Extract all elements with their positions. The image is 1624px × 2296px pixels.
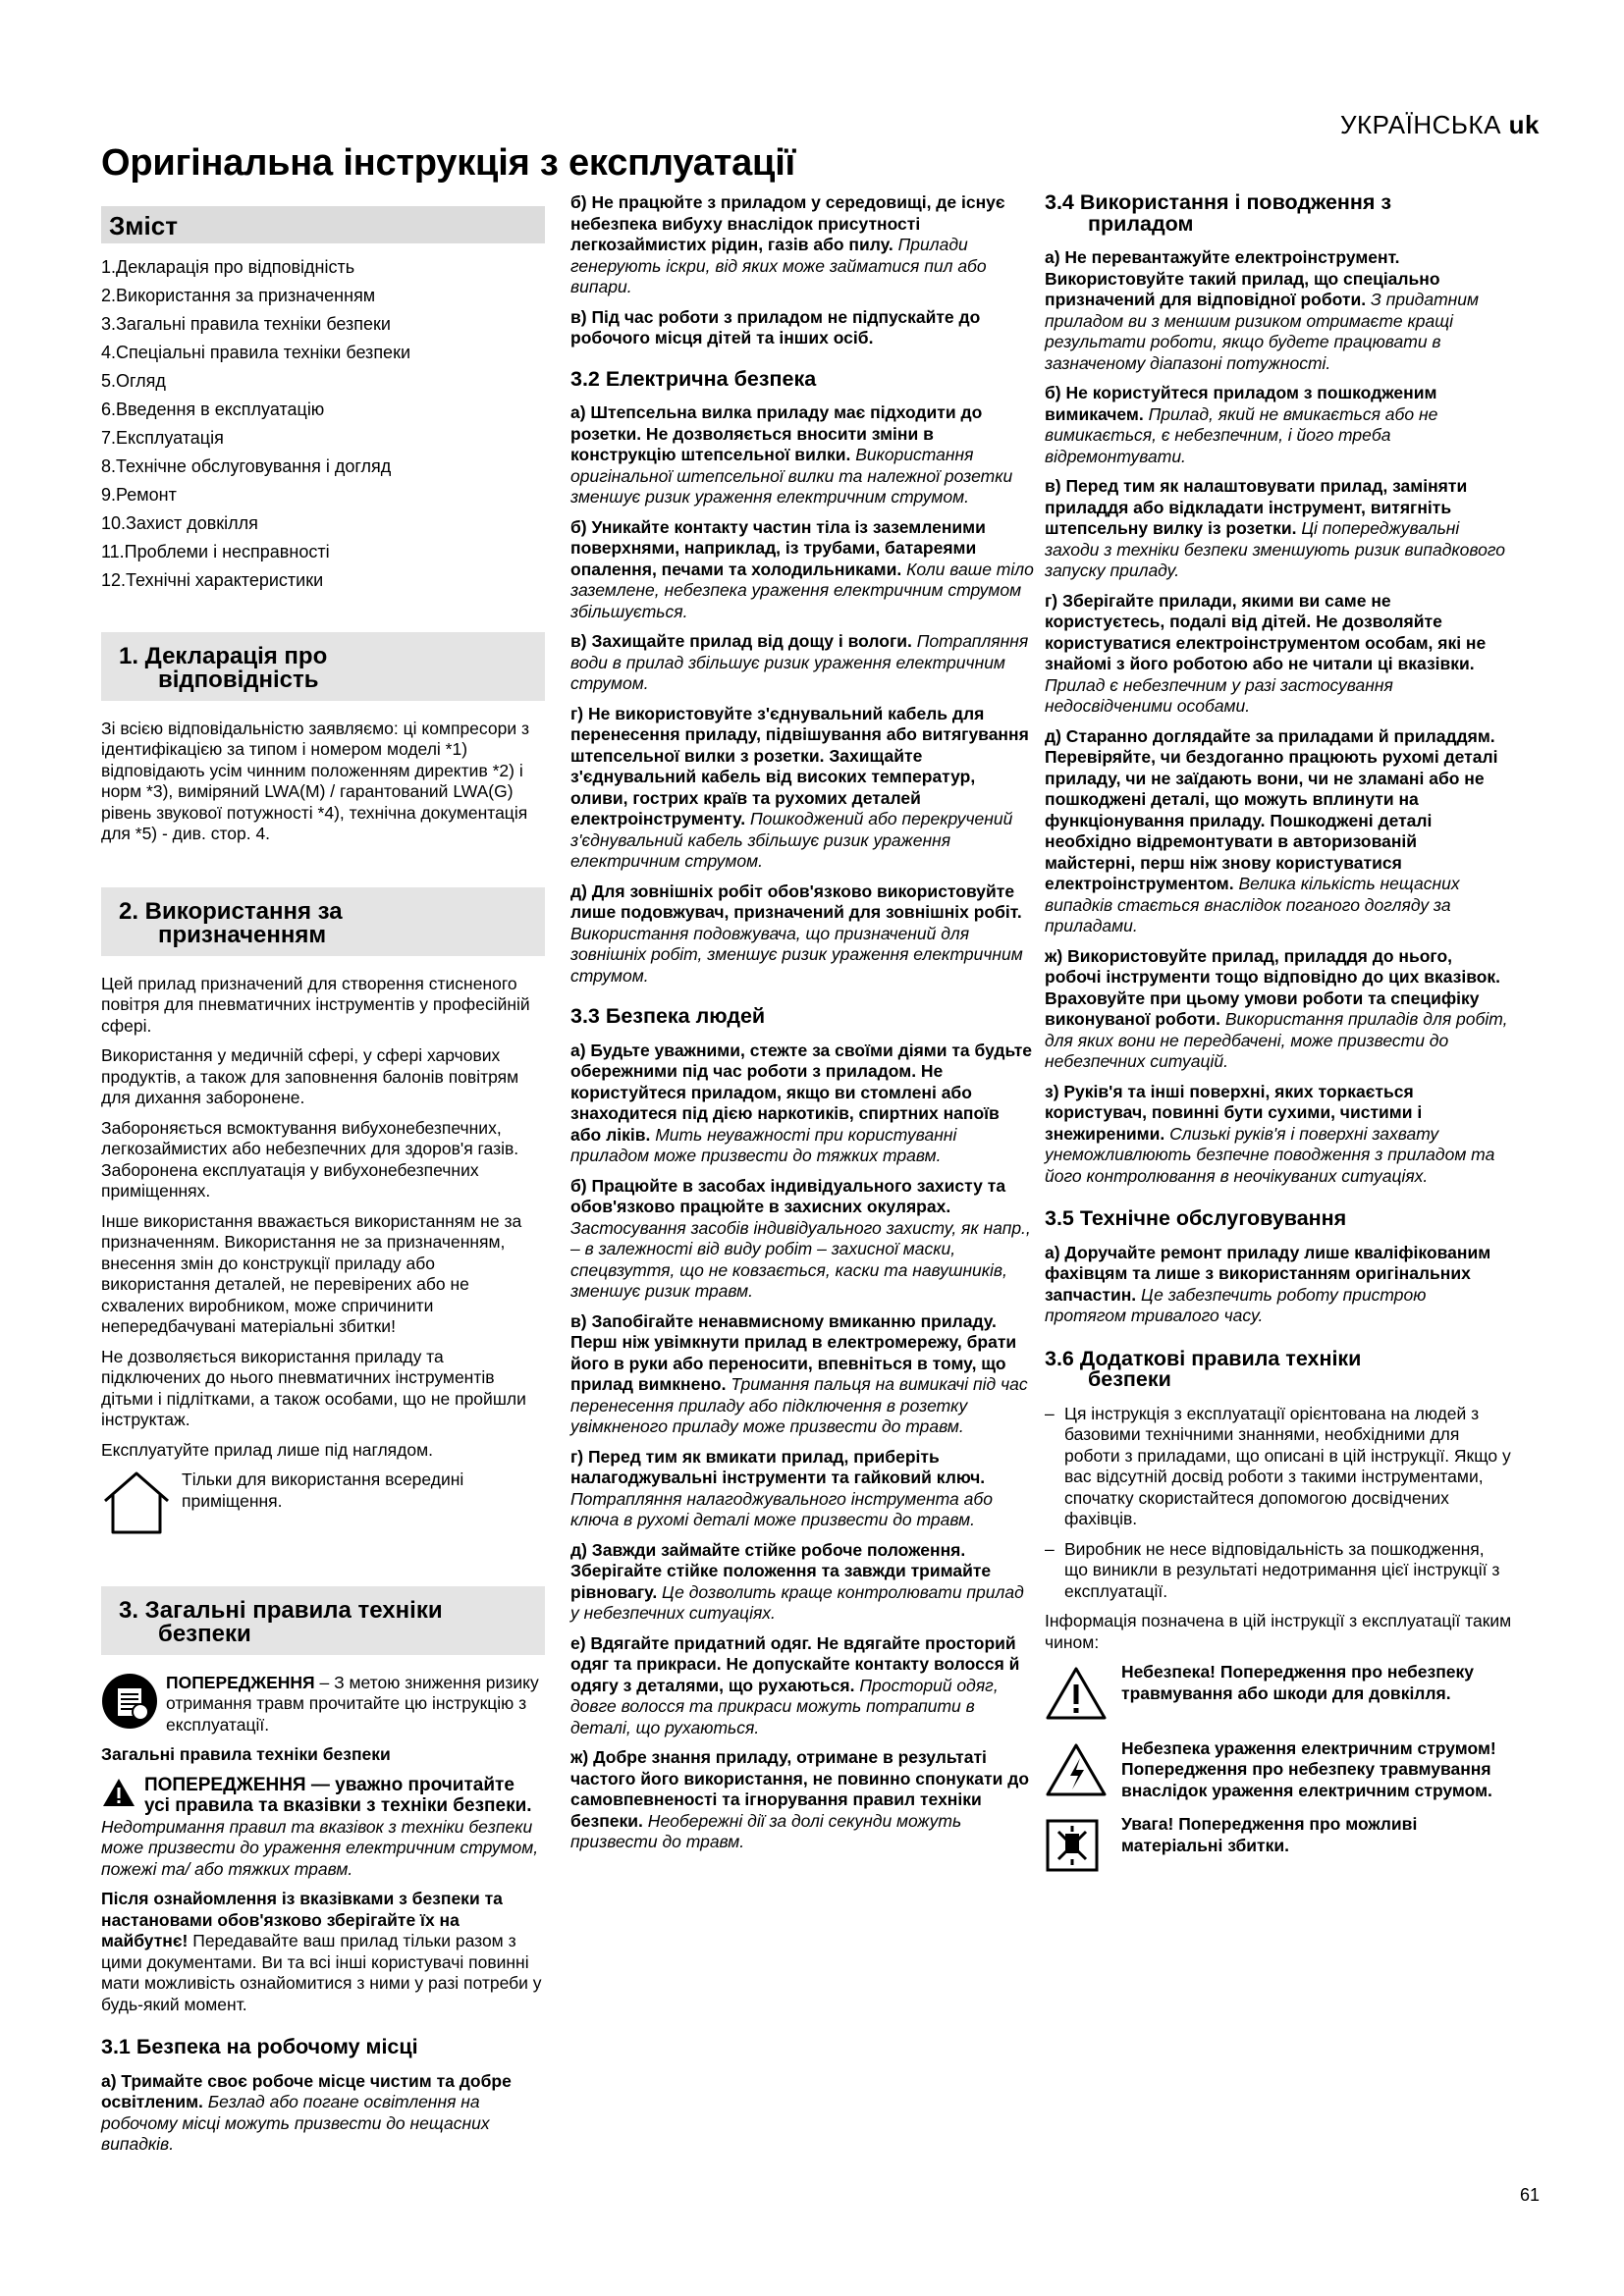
toc-item[interactable]: 7.Експлуатація xyxy=(101,427,224,448)
paragraph: Цей прилад призначений для створення стисненого повітря для пневматичних інструментів у професійній сфері. xyxy=(101,973,530,1036)
toc-item[interactable]: 11.Проблеми і несправності xyxy=(101,541,330,561)
warning-read-all xyxy=(101,1775,545,1881)
rule-bold: в) Захищайте прилад від дощу і вологи. xyxy=(570,631,912,651)
heading-line: безпеки xyxy=(1088,1367,1171,1391)
toc-item[interactable]: 1.Декларація про відповідність xyxy=(101,256,355,277)
list-item-text: Виробник не несе відповідальність за пошкодження, що виникли в результаті недотримання цієї інструкції з експлуатації. xyxy=(1064,1538,1500,1601)
rule-item xyxy=(570,517,1034,623)
rule-italic: З придатним приладом ви з меншим ризиком отримаєте кращі результати роботи, якщо будете працювати в зазначеному діапазоні потужності. xyxy=(1045,290,1480,373)
toc-list xyxy=(101,257,545,599)
heading-line: 3. Загальні правила техніки xyxy=(119,1596,443,1624)
rule-item xyxy=(1045,946,1512,1073)
subsection-3-5-heading: 3.5 Технічне обслуговування xyxy=(1045,1206,1347,1230)
rule-italic: Використання оригінальної штепсельної вилки та належної розетки зменшує ризик ураження електричним струмом. xyxy=(570,445,1013,507)
rule-bold: а) Не перевантажуйте електроінструмент. Використовуйте такий прилад, що спеціально призначений для відповідної роботи. xyxy=(1045,247,1440,309)
rule-italic: Це забезпечить роботу пристрою протягом тривалого часу. xyxy=(1045,1284,1427,1325)
rule-italic: Безлад або погане освітлення на робочому місці можуть призвести до нещасних випадків. xyxy=(101,2092,490,2154)
rule-item xyxy=(1045,383,1512,467)
rule-italic: Тримання пальця на вимикачі під час перенесення приладу або підключення в розетку увімкненого приладу може призвести до травм. xyxy=(570,1374,1028,1436)
section-1-heading xyxy=(101,632,545,701)
paragraph: Експлуатуйте прилад лише під наглядом. xyxy=(101,1439,433,1460)
legend-text: Увага! Попередження про можливі матеріальні збитки. xyxy=(1121,1814,1418,1855)
rule-italic: Прилад є небезпечним у разі застосування недосвідченими особами. xyxy=(1045,674,1393,716)
info-text: Інформація позначена в цій інструкції з експлуатації таким чином: xyxy=(1045,1611,1512,1652)
warning-triangle-icon xyxy=(101,1777,136,1814)
toc-item[interactable]: 12.Технічні характеристики xyxy=(101,569,324,590)
column-1 xyxy=(101,192,545,2164)
rule-item xyxy=(1045,1243,1512,1327)
rule-bold: г) Не використовуйте з'єднувальний кабель для перенесення приладу, підвішування або витягування штепсельної вилки з розетки. Захищайте з'єднувальний кабель від високих температур, оливи, гострих країв та рухомих деталей електроінструменту. xyxy=(570,703,1029,828)
electric-shock-icon xyxy=(1045,1738,1121,1803)
rule-bold: г) Зберігайте прилади, якими ви саме не користуєтесь, подалі від дітей. Не дозволяйте користуватися електроінструментом особам, які не знайомі з його роботою або не читали ці вказівки. xyxy=(1045,590,1487,673)
warning-italic-text: Недотримання правил та вказівок з техніки безпеки може призвести до ураження електричним струмом, пожежі та/ або тяжких травм. xyxy=(101,1816,539,1879)
legend-text: Небезпека! Попередження про небезпеку травмування або шкоди для довкілля. xyxy=(1121,1662,1475,1703)
rule-italic: Застосування засобів індивідуального захисту, як напр., – в залежності від виду робіт – захисної маски, спецвзуття, що не ковзається, каски та навушників, зменшує ризик травм. xyxy=(570,1217,1031,1301)
rule-italic: Необережні дії за долі секунди можуть призвести до травм. xyxy=(570,1810,962,1851)
toc-item[interactable]: 2.Використання за призначенням xyxy=(101,285,376,305)
heading-line: приладом xyxy=(1088,211,1194,236)
rule-italic: Використання приладів для робіт, для яких вони не передбачені, може призвести до небезпечних ситуацій. xyxy=(1045,1009,1508,1071)
rule-item xyxy=(1045,247,1512,374)
list-item: – Виробник не несе відповідальність за пошкодження, що виникли в результаті недотримання цієї інструкції з експлуатації. xyxy=(1045,1539,1512,1603)
rule-item xyxy=(570,1747,1034,1853)
rule-italic: Пошкоджений або перекручений з'єднувальний кабель збільшує ризик ураження електричним струмом. xyxy=(570,809,1013,871)
paragraph xyxy=(101,1889,545,2015)
column-3 xyxy=(1045,192,1512,1891)
language-code: uk xyxy=(1508,110,1540,139)
legend-danger xyxy=(1045,1662,1512,1727)
rule-italic: Прилади генерують іскри, від яких може займатися пил або випари. xyxy=(570,235,987,296)
heading-line: 1. Декларація про xyxy=(119,642,328,669)
warning-bold-text: ПОПЕРЕДЖЕННЯ — уважно прочитайте усі правила та вказівки з техніки безпеки. xyxy=(144,1774,532,1816)
rule-bold: д) Завжди займайте стійке робоче положення. Зберігайте стійке положення та завжди тримайте рівновагу. xyxy=(570,1539,992,1602)
rule-italic: Велика кількість нещасних випадків стається внаслідок поганого догляду за приладами. xyxy=(1045,874,1460,935)
rule-italic: Прилад, який не вмикається або не вимикається, є небезпечним, і його треба відремонтувати. xyxy=(1045,403,1438,466)
paragraph: Інше використання вважається використанням не за призначенням. Використання не за призначенням, внесення змін до конструкції приладу або використання деталей, не перевірених або не схвалених виробником, може спричинити непередбачувані матеріальні збитки! xyxy=(101,1210,522,1336)
house-icon xyxy=(101,1469,182,1542)
subsection-3-4-heading xyxy=(1045,192,1512,235)
rule-item xyxy=(570,704,1034,873)
rule-bold: в) Перед тим як налаштовувати прилад, заміняти приладдя або відкладати інструмент, витягніть штепсельну вилку із розетки. xyxy=(1045,476,1468,538)
rule-bold: а) Штепсельна вилка приладу має підходити до розетки. Не дозволяється вносити зміни в конструкцію штепсельної вилки. xyxy=(570,402,983,464)
heading-line: 3.6 Додаткові правила техніки xyxy=(1045,1346,1362,1370)
rule-bold: ж) Добре знання приладу, отримане в результаті частого його використання, не повинно спонукати до самовпевненості та ігнорування правил техніки безпеки. xyxy=(570,1747,1030,1831)
language-label xyxy=(1340,110,1540,140)
subsection-3-2-heading: 3.2 Електрична безпека xyxy=(570,366,817,391)
language-name: УКРАЇНСЬКА xyxy=(1339,110,1501,139)
rule-italic: Просторий одяг, довге волосся та прикраси можуть потрапити в деталі, що рухаються. xyxy=(570,1675,999,1737)
toc-heading: Зміст xyxy=(101,206,545,243)
rule-item xyxy=(570,307,1034,349)
rule-bold: в) Під час роботи з приладом не підпускайте до робочого місця дітей та інших осіб. xyxy=(570,306,981,347)
rule-italic: Використання подовжувача, що призначений для зовнішніх робіт, зменшує ризик ураження електричним струмом. xyxy=(570,923,1023,986)
rule-item xyxy=(570,402,1034,508)
rule-item xyxy=(570,631,1034,695)
damage-warning-icon xyxy=(1045,1814,1121,1879)
rule-item xyxy=(570,1041,1034,1167)
declaration-text: Зі всією відповідальністю заявляємо: ці компресори з ідентифікацією за типом і номером моделі *1) відповідають усім чинним положенням директив *2) і норм *3), виміряний LWA(M) / гарантований LWA(G) рівень звукової потужності *4), технічна документація для *5) - див. стор. 4. xyxy=(101,718,529,843)
toc-item[interactable]: 8.Технічне обслуговування і догляд xyxy=(101,455,392,476)
subsection-3-6-heading xyxy=(1045,1346,1512,1391)
rule-bold: а) Будьте уважними, стежте за своїми діями та будьте обережними під час роботи з приладом. Не користуйтеся приладом, якщо ви стомлені або знаходитеся під дією наркотиків, спиртних напоїв або ліків. xyxy=(570,1040,1033,1145)
rule-item xyxy=(570,1311,1034,1438)
read-manual-icon xyxy=(101,1673,166,1735)
list-item-text: Ця інструкція з експлуатації орієнтована на людей з базовими технічними знаннями, необхідними для роботи з приладами, що описані в цій інструкції. Якщо у вас відсутній досвід роботи з такими інструментами, спочатку скористайтеся допомогою досвідчених фахівців. xyxy=(1064,1403,1511,1528)
page-title: Оригінальна інструкція з експлуатації xyxy=(101,142,796,184)
rule-italic: Це дозволить краще контролювати прилад у небезпечних ситуаціях. xyxy=(570,1581,1024,1623)
rule-bold: е) Вдягайте придатний одяг. Не вдягайте просторий одяг та прикраси. Не допускайте контакту волосся й одягу з деталями, що рухаються. xyxy=(570,1632,1020,1695)
rule-italic: Потрапляння води в прилад збільшує ризик ураження електричним струмом. xyxy=(570,631,1029,693)
legend-electric xyxy=(1045,1738,1512,1803)
rule-italic: Слизькі руків'я і поверхні захвату унеможливлюють безпечне поводження з приладом та його контролювання в неочікуваних ситуаціях. xyxy=(1045,1123,1495,1186)
heading-line: 3.4 Використання і поводження з xyxy=(1045,190,1392,214)
rule-item xyxy=(570,881,1034,988)
warning-triangle-icon xyxy=(1045,1662,1121,1727)
heading-line: відповідність xyxy=(158,666,319,693)
heading-line: призначенням xyxy=(158,921,327,948)
rule-item xyxy=(570,192,1034,298)
subsection-3-1-heading: 3.1 Безпека на робочому місці xyxy=(101,2035,418,2058)
subsection-3-3-heading: 3.3 Безпека людей xyxy=(570,1004,766,1028)
heading-line: 2. Використання за xyxy=(119,897,343,925)
rule-item xyxy=(570,1447,1034,1531)
warning-label: ПОПЕРЕДЖЕННЯ xyxy=(166,1672,315,1692)
heading-line: безпеки xyxy=(158,1620,251,1647)
rule-bold: ж) Використовуйте прилад, приладдя до нього, робочі інструменти тощо відповідно до цих вказівок. Враховуйте при цьому умови роботи та специфіку виконуваної роботи. xyxy=(1045,945,1501,1029)
rule-bold: д) Для зовнішніх робіт обов'язково використовуйте лише подовжувач, призначений для зовнішніх робіт. xyxy=(570,881,1022,922)
rule-bold: а) Тримайте своє робоче місце чистим та добре освітленим. xyxy=(101,2070,512,2111)
rule-bold: д) Старанно доглядайте за приладами й приладдям. Перевіряйте, чи бездоганно працюють рухомі деталі приладу, чи не заїдають вони, чи не зламані або не пошкоджені деталі, що можуть вплинути на функціонування приладу. Пошкоджені деталі необхідно відремонтувати в авторизованій майстерні, перш ніж знову користуватися електроінструментом. xyxy=(1045,725,1498,893)
section-2-heading xyxy=(101,887,545,956)
toc-item[interactable]: 10.Захист довкілля xyxy=(101,512,258,533)
rule-bold: з) Руків'я та інші поверхні, яких торкається користувач, повинні бути сухими, чистими і знежиреними. xyxy=(1045,1081,1423,1144)
column-2 xyxy=(570,192,1034,1862)
text: Передавайте ваш прилад тільки разом з цими документами. Ви та всі інші користувачі повинні мати можливість ознайомитися з ними у разі потреби у будь-який момент. xyxy=(101,1931,542,2014)
rule-bold: в) Запобігайте ненавмисному вмиканню приладу. Перш ніж увімкнути прилад в електромережу, брати його в руки або переносити, впевніться в тому, що прилад вимкнено. xyxy=(570,1310,1017,1394)
page-number: 61 xyxy=(1519,2185,1540,2205)
section-3-heading xyxy=(101,1586,545,1655)
legend-text: Небезпека ураження електричним струмом! Попередження про небезпеку травмування внаслідок ураження електричним струмом. xyxy=(1121,1737,1496,1800)
toc-item[interactable]: 3.Загальні правила техніки безпеки xyxy=(101,313,391,334)
bold-text: Після ознайомлення із вказівками з безпеки та настановами обов'язково зберігайте їх на майбутнє! xyxy=(101,1889,503,1950)
indoor-use-text: Тільки для використання всередині приміщення. xyxy=(182,1469,464,1511)
rule-bold: б) Уникайте контакту частин тіла із заземленими поверхнями, наприклад, із трубами, батареями опалення, печами та холодильниками. xyxy=(570,516,986,579)
rule-bold: г) Перед тим як вмикати прилад, приберіть налагоджувальні інструменти та гайковий ключ. xyxy=(570,1446,986,1487)
rule-item xyxy=(570,1176,1034,1303)
indoor-use-note xyxy=(101,1469,545,1542)
rule-item xyxy=(101,2071,545,2156)
toc-item[interactable]: 6.Введення в експлуатацію xyxy=(101,399,325,419)
rule-italic: Коли ваше тіло заземлене, небезпека ураження електричним струмом збільшується. xyxy=(570,559,1034,621)
rule-item xyxy=(1045,476,1512,582)
list-item: – Ця інструкція з експлуатації орієнтована на людей з базовими технічними знаннями, необхідними для роботи з приладами, що описані в цій інструкції. Якщо у вас відсутній досвід роботи з такими інструментами, спочатку скористайтеся допомогою досвідчених фахівців. xyxy=(1045,1403,1511,1528)
toc-item[interactable]: 5.Огляд xyxy=(101,370,166,391)
paragraph: Забороняється всмоктування вибухонебезпечних, легкозаймистих або небезпечних для здоров'я газів. Заборонена експлуатація у вибухонебезпечних приміщеннях. xyxy=(101,1117,519,1201)
read-manual-warning xyxy=(101,1673,545,1736)
rule-item xyxy=(1045,726,1512,937)
toc-item[interactable]: 4.Спеціальні правила техніки безпеки xyxy=(101,342,410,362)
toc-item[interactable]: 9.Ремонт xyxy=(101,484,177,505)
rule-item xyxy=(1045,591,1512,718)
paragraph: Не дозволяється використання приладу та підключених до нього пневматичних інструментів дітьми і підлітками, а також особами, що не пройшли інструктаж. xyxy=(101,1346,526,1429)
rule-item xyxy=(570,1540,1034,1625)
rule-italic: Потрапляння налагоджувального інструмента або ключа в рухомі деталі може призвести до травм. xyxy=(570,1488,993,1529)
rule-italic: Мить неуважності при користуванні приладом може призвести до тяжких травм. xyxy=(570,1124,957,1165)
paragraph: Використання у медичній сфері, у сфері харчових продуктів, а також для заповнення балонів повітрям для дихання заборонене. xyxy=(101,1045,519,1107)
rule-bold: б) Не працюйте з приладом у середовищі, де існує небезпека вибуху внаслідок присутності легкозаймистих рідин, газів або пилу. xyxy=(570,192,1005,254)
rule-item xyxy=(570,1633,1034,1739)
warning-text: – З метою зниження ризику отримання травм прочитайте цю інструкцію з експлуатації. xyxy=(166,1672,539,1735)
rule-italic: Ці попереджувальні заходи з техніки безпеки зменшують ризик випадкового запуску приладу. xyxy=(1045,518,1506,580)
general-safety-heading: Загальні правила техніки безпеки xyxy=(101,1744,391,1764)
legend-caution xyxy=(1045,1814,1512,1879)
rule-bold: а) Доручайте ремонт приладу лише кваліфікованим фахівцям та лише з використанням оригінальних запчастин. xyxy=(1045,1242,1491,1305)
rule-item xyxy=(1045,1082,1512,1188)
rule-bold: б) Не користуйтеся приладом з пошкодженим вимикачем. xyxy=(1045,383,1437,424)
rule-bold: б) Працюйте в засобах індивідуального захисту та обов'язково працюйте в захисних окулярах. xyxy=(570,1175,1006,1216)
